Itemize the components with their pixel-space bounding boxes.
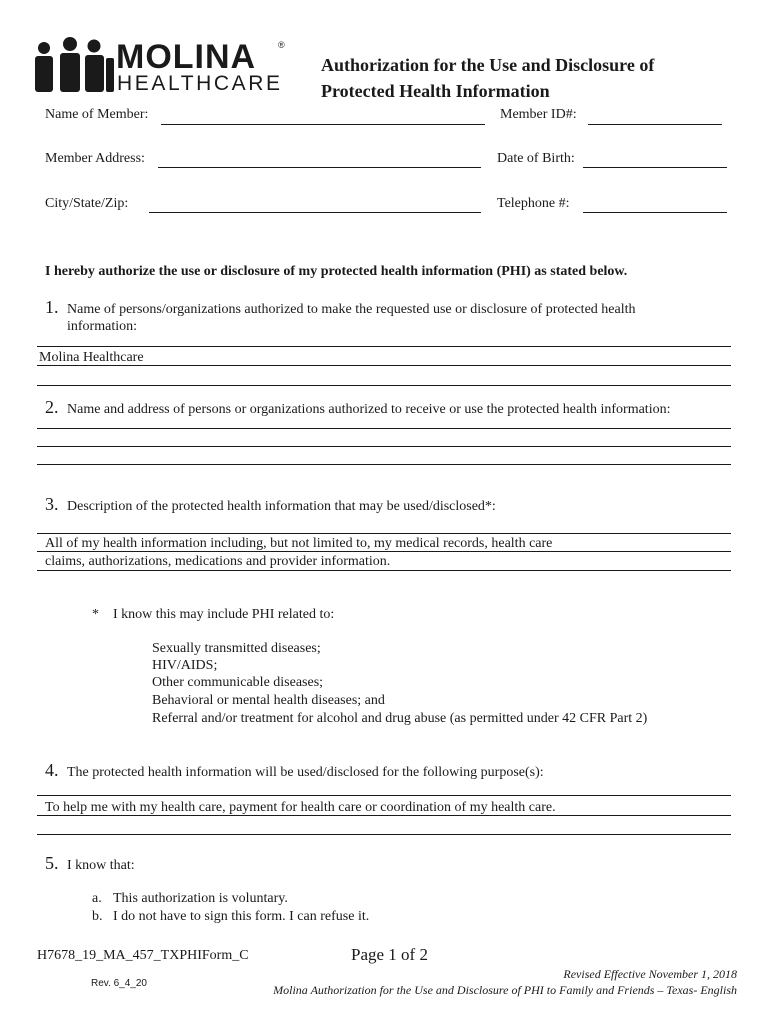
phi-item: Referral and/or treatment for alcohol and drug abuse (as permitted under 42 CFR Part 2) bbox=[152, 711, 648, 726]
city-label: City/State/Zip: bbox=[45, 196, 129, 211]
section-1-number: 1. bbox=[45, 297, 59, 317]
revision: Rev. 6_4_20 bbox=[91, 978, 147, 989]
phi-item: Other communicable diseases; bbox=[152, 675, 324, 690]
note-text: I know this may include PHI related to: bbox=[113, 607, 335, 622]
section-3-text: Description of the protected health information that may be used/disclosed*: bbox=[67, 499, 496, 514]
page-number: Page 1 of 2 bbox=[351, 945, 428, 964]
footer-description: Molina Authorization for the Use and Disclosure of PHI to Family and Friends – Texas- English bbox=[273, 983, 737, 997]
item-a-text: This authorization is voluntary. bbox=[113, 891, 288, 906]
title-line-1: Authorization for the Use and Disclosure of bbox=[321, 55, 655, 75]
section-5-number: 5. bbox=[45, 853, 59, 873]
phi-item: HIV/AIDS; bbox=[152, 658, 218, 673]
section-4-rule bbox=[37, 795, 731, 796]
phi-item: Sexually transmitted diseases; bbox=[152, 641, 321, 656]
section-1-answer[interactable]: Molina Healthcare bbox=[39, 350, 144, 365]
section-3-answer-1[interactable]: All of my health information including, but not limited to, my medical records, health care bbox=[45, 536, 553, 551]
section-3-number: 3. bbox=[45, 494, 59, 514]
logo-brand: MOLINA bbox=[116, 38, 257, 76]
section-3-rule bbox=[37, 533, 731, 534]
city-field[interactable] bbox=[149, 212, 481, 213]
name-label: Name of Member: bbox=[45, 107, 149, 122]
section-1-rule bbox=[37, 346, 731, 347]
dob-label: Date of Birth: bbox=[497, 151, 575, 166]
section-5-text: I know that: bbox=[67, 858, 135, 873]
section-4-rule bbox=[37, 815, 731, 816]
item-a-marker: a. bbox=[92, 891, 102, 906]
item-b-text: I do not have to sign this form. I can refuse it. bbox=[113, 909, 370, 924]
section-2-rule bbox=[37, 428, 731, 429]
phi-item: Behavioral or mental health diseases; and bbox=[152, 693, 385, 708]
note-asterisk: * bbox=[92, 607, 99, 622]
form-id: H7678_19_MA_457_TXPHIForm_C bbox=[37, 948, 249, 963]
member-id-field[interactable] bbox=[588, 124, 722, 125]
molina-logo bbox=[32, 36, 292, 100]
phone-label: Telephone #: bbox=[497, 196, 570, 211]
section-2-rule bbox=[37, 464, 731, 465]
item-b-marker: b. bbox=[92, 909, 103, 924]
dob-field[interactable] bbox=[583, 167, 727, 168]
section-3-rule bbox=[37, 551, 731, 552]
section-4-answer[interactable]: To help me with my health care, payment for health care or coordination of my health care. bbox=[45, 800, 556, 815]
section-1-rule bbox=[37, 385, 731, 386]
phone-field[interactable] bbox=[583, 212, 727, 213]
section-2-rule bbox=[37, 446, 731, 447]
form-title bbox=[321, 52, 654, 104]
section-3-answer-2[interactable]: claims, authorizations, medications and provider information. bbox=[45, 554, 391, 569]
section-4-text: The protected health information will be used/disclosed for the following purpose(s): bbox=[67, 765, 544, 780]
section-4-rule bbox=[37, 834, 731, 835]
registered-mark: ® bbox=[278, 40, 285, 50]
section-2-text: Name and address of persons or organizations authorized to receive or use the protected health information: bbox=[67, 402, 671, 417]
logo-sub: HEALTHCARE bbox=[117, 72, 283, 95]
title-line-2: Protected Health Information bbox=[321, 81, 550, 101]
people-icon bbox=[32, 36, 116, 100]
intro-statement: I hereby authorize the use or disclosure of my protected health information (PHI) as stated below. bbox=[45, 264, 628, 279]
effective-date: Revised Effective November 1, 2018 bbox=[563, 967, 737, 981]
address-field[interactable] bbox=[158, 167, 481, 168]
section-1-text-2: information: bbox=[67, 319, 137, 334]
address-label: Member Address: bbox=[45, 151, 145, 166]
section-2-number: 2. bbox=[45, 397, 59, 417]
section-1-text-1: Name of persons/organizations authorized to make the requested use or disclosure of protected health bbox=[67, 302, 636, 317]
section-4-number: 4. bbox=[45, 760, 59, 780]
name-field[interactable] bbox=[161, 124, 485, 125]
section-1-rule bbox=[37, 365, 731, 366]
section-3-rule bbox=[37, 570, 731, 571]
member-id-label: Member ID#: bbox=[500, 107, 577, 122]
